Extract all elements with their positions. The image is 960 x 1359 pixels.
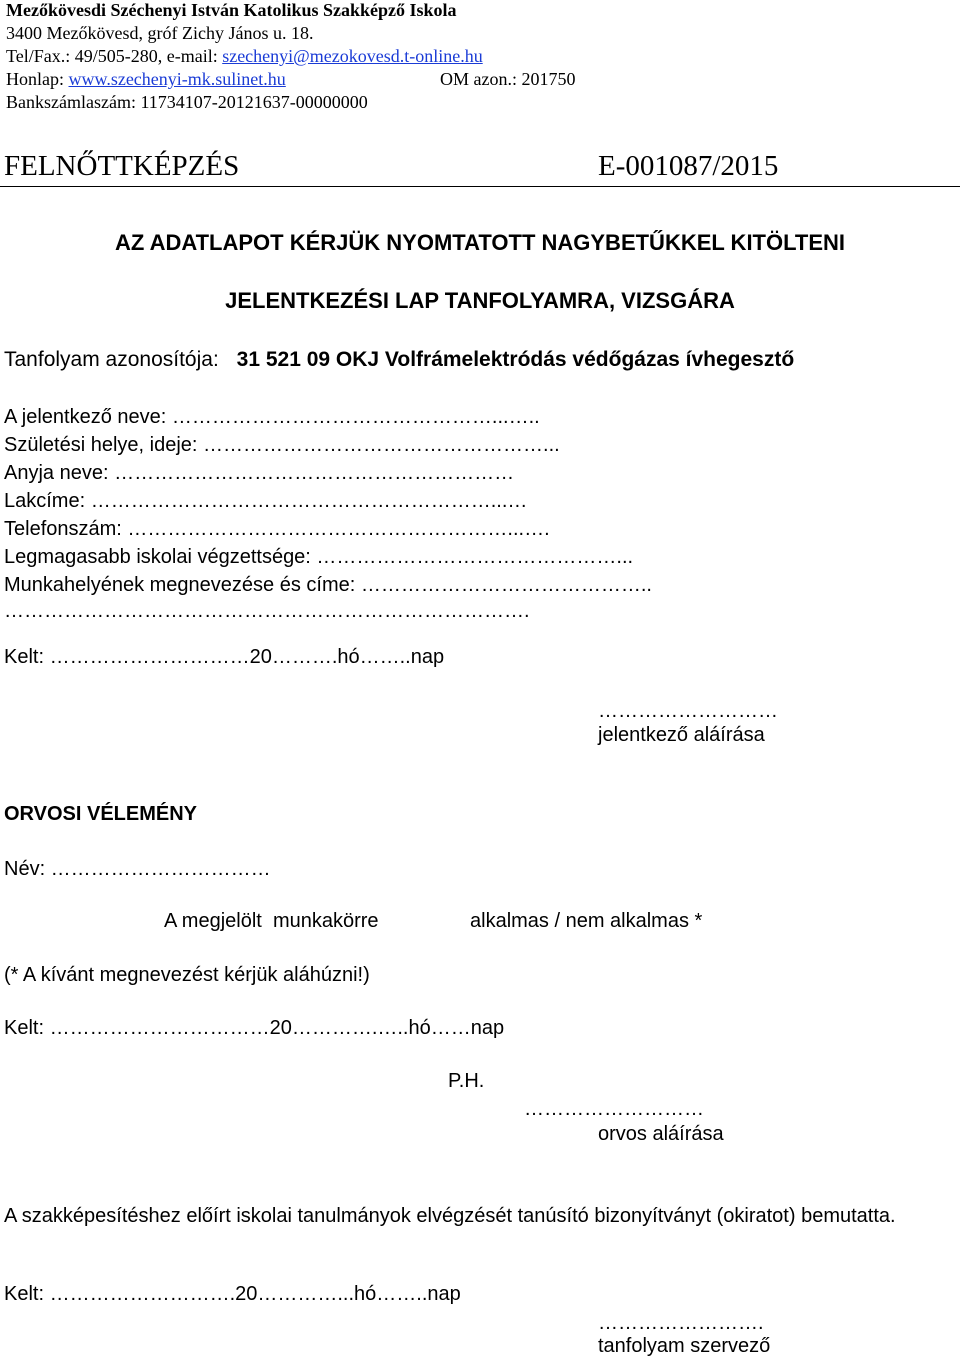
- field-birth-place-date[interactable]: [4, 434, 560, 457]
- homepage-link[interactable]: www.szechenyi-mk.sulinet.hu: [68, 69, 286, 89]
- workplace-continuation-line[interactable]: …………………………………………………………………….: [4, 600, 530, 622]
- form-title: JELENTKEZÉSI LAP TANFOLYAMRA, VIZSGÁRA: [225, 288, 735, 313]
- field-fill-line: …………………………………………………...….: [121, 518, 550, 540]
- date-line-organizer[interactable]: Kelt: ……………………….20…………...hó……..nap: [4, 1283, 461, 1305]
- field-fill-line: ……………………………………………………...…: [85, 490, 528, 512]
- field-fill-line: ……………………………………………………: [108, 462, 515, 484]
- field-address[interactable]: [4, 490, 527, 513]
- course-label: Tanfolyam azonosítója:: [4, 348, 219, 371]
- field-fill-line: ……………………………………..: [355, 574, 652, 596]
- homepage-prefix: Honlap:: [6, 69, 69, 89]
- field-label: Anyja neve:: [4, 462, 109, 484]
- underline-note: (* A kívánt megnevezést kérjük aláhúzni!): [4, 964, 370, 986]
- date-line-medical[interactable]: Kelt: ……………………………20………….…..hó……nap: [4, 1017, 505, 1039]
- course-value: 31 521 09 OKJ Volfrámelektródás védőgázas ívhegesztő: [236, 348, 795, 371]
- header-divider: [0, 186, 960, 187]
- field-applicant-name[interactable]: [4, 406, 540, 429]
- bank-account: Bankszámlaszám: 11734107-20121637-00000000: [6, 92, 368, 112]
- applicant-signature-line[interactable]: ………………………: [598, 700, 778, 722]
- school-certificate-note: A szakképesítéshez előírt iskolai tanulmányok elvégzését tanúsító bizonyítványt (okiratot) bemutatta.: [4, 1205, 896, 1227]
- field-label: Legmagasabb iskolai végzettsége:: [4, 546, 311, 568]
- medical-statement: A megjelölt munkakörre: [164, 910, 379, 932]
- field-label: Munkahelyének megnevezése és címe:: [4, 574, 356, 596]
- field-label: Lakcíme:: [4, 490, 86, 512]
- field-fill-line: ……………………………………………...: [197, 434, 560, 456]
- stamp-placeholder: P.H.: [448, 1070, 485, 1092]
- doctor-signature-label: orvos aláírása: [598, 1123, 724, 1145]
- email-link[interactable]: szechenyi@mezokovesd.t-online.hu: [222, 46, 483, 66]
- medical-name-line[interactable]: Név: ……………………………: [4, 858, 271, 880]
- field-fill-line: ………………………………………...: [310, 546, 634, 568]
- homepage-line: [6, 69, 286, 90]
- field-education[interactable]: [4, 546, 633, 569]
- course-line: [4, 348, 794, 372]
- school-name: Mezőkövesdi Széchenyi István Katolikus Szakképző Iskola: [6, 0, 457, 20]
- field-label: Telefonszám:: [4, 518, 122, 540]
- section-title: FELNŐTTKÉPZÉS: [4, 150, 240, 182]
- contact-line: [6, 46, 483, 67]
- field-fill-line: …………………………………………...…..: [166, 406, 540, 428]
- organizer-signature-label: tanfolyam szervező: [598, 1335, 771, 1357]
- telfax-text: Tel/Fax.: 49/505-280, e-mail:: [6, 46, 223, 66]
- field-mother-name[interactable]: [4, 462, 514, 485]
- instruction-heading: AZ ADATLAPOT KÉRJÜK NYOMTATOTT NAGYBETŰKKEL KITÖLTENI: [114, 230, 846, 255]
- field-label: A jelentkező neve:: [4, 406, 167, 428]
- applicant-signature-label: jelentkező aláírása: [598, 724, 765, 746]
- date-line-applicant[interactable]: Kelt: …………………………20……….hó……..nap: [4, 646, 445, 668]
- medical-opinion-title: ORVOSI VÉLEMÉNY: [4, 803, 198, 825]
- field-label: Születési helye, ideje:: [4, 434, 198, 456]
- fitness-options[interactable]: alkalmas / nem alkalmas *: [470, 910, 703, 932]
- doctor-signature-line[interactable]: ………………………: [524, 1098, 704, 1120]
- organizer-signature-line[interactable]: …………………….: [598, 1312, 764, 1334]
- field-phone[interactable]: [4, 518, 550, 541]
- registration-code: E-001087/2015: [598, 150, 779, 182]
- school-address: 3400 Mezőkövesd, gróf Zichy János u. 18.: [6, 23, 314, 43]
- om-identifier: OM azon.: 201750: [440, 69, 576, 89]
- field-workplace[interactable]: [4, 574, 652, 597]
